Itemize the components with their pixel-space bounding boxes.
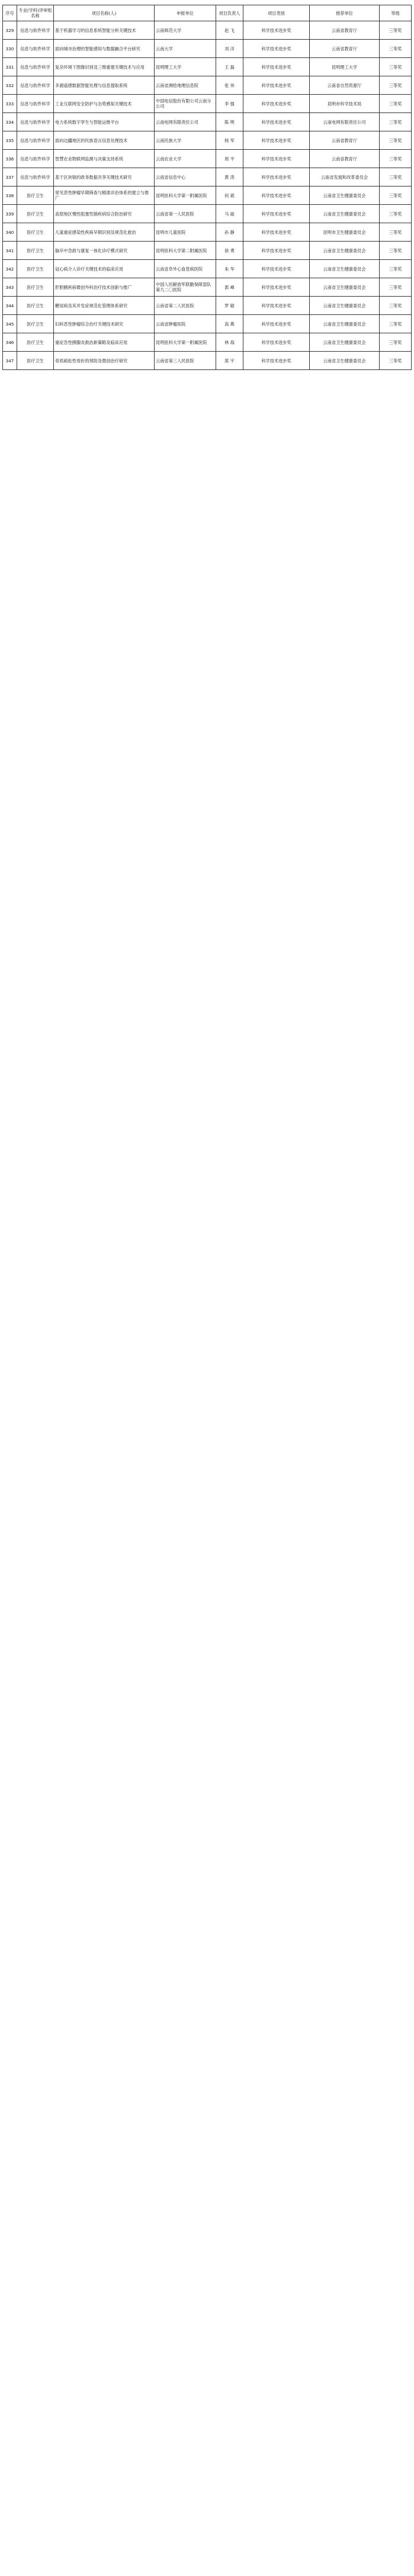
cell-project: 多源遥感数据智能处理与信息提取系统 <box>54 76 155 95</box>
cell-recommender: 云南省教育厅 <box>310 150 380 168</box>
table-row <box>3 333 412 352</box>
cell-recommender: 云南省卫生健康委员会 <box>310 297 380 315</box>
cell-no: 347 <box>3 352 17 370</box>
cell-discipline: 信息与软件科学 <box>17 113 54 131</box>
cell-leader: 郑 宇 <box>216 352 243 370</box>
cell-no: 339 <box>3 205 17 223</box>
cell-category: 科学技术进步奖 <box>243 297 310 315</box>
cell-leader: 王 磊 <box>216 58 243 76</box>
table-row <box>3 260 412 278</box>
cell-no: 335 <box>3 131 17 150</box>
cell-discipline: 信息与软件科学 <box>17 131 54 150</box>
cell-recommender: 云南省教育厅 <box>310 131 380 150</box>
cell-recommender: 云南省卫生健康委员会 <box>310 333 380 352</box>
cell-leader: 陈 明 <box>216 113 243 131</box>
cell-unit: 昆明市儿童医院 <box>155 223 216 242</box>
header-project: 项目名称(人) <box>54 5 155 21</box>
cell-discipline: 信息与软件科学 <box>17 21 54 40</box>
cell-grade: 三等奖 <box>380 21 412 40</box>
cell-leader: 刘 洋 <box>216 40 243 58</box>
cell-unit: 云南大学 <box>155 40 216 58</box>
cell-category: 科学技术进步奖 <box>243 260 310 278</box>
cell-leader: 孙 静 <box>216 223 243 242</box>
cell-no: 345 <box>3 315 17 333</box>
cell-grade: 三等奖 <box>380 297 412 315</box>
cell-project: 脑卒中急救与康复一体化诊疗模式研究 <box>54 242 155 260</box>
cell-recommender: 云南省卫生健康委员会 <box>310 242 380 260</box>
cell-unit: 昆明医科大学第一附属医院 <box>155 333 216 352</box>
award-table <box>2 5 412 370</box>
cell-project: 骨质疏松性骨折的预防及微创治疗研究 <box>54 352 155 370</box>
cell-grade: 三等奖 <box>380 205 412 223</box>
cell-discipline: 医疗卫生 <box>17 333 54 352</box>
cell-grade: 三等奖 <box>380 58 412 76</box>
cell-recommender: 云南省教育厅 <box>310 40 380 58</box>
cell-project: 基于机器学习的信息系统智能分析关键技术 <box>54 21 155 40</box>
table-row <box>3 315 412 333</box>
cell-project: 基于区块链的政务数据共享关键技术研究 <box>54 168 155 186</box>
cell-project: 重症急性胰腺炎救治新策略及临床应用 <box>54 333 155 352</box>
cell-category: 科学技术进步奖 <box>243 95 310 113</box>
cell-grade: 三等奖 <box>380 260 412 278</box>
table-row <box>3 168 412 186</box>
cell-category: 科学技术进步奖 <box>243 40 310 58</box>
cell-project: 肝胆胰疾病微创外科治疗技术创新与推广 <box>54 278 155 297</box>
cell-no: 331 <box>3 58 17 76</box>
cell-leader: 林 海 <box>216 333 243 352</box>
cell-grade: 三等奖 <box>380 40 412 58</box>
cell-recommender: 昆明理工大学 <box>310 58 380 76</box>
cell-no: 337 <box>3 168 17 186</box>
cell-no: 343 <box>3 278 17 297</box>
cell-no: 346 <box>3 333 17 352</box>
cell-grade: 三等奖 <box>380 186 412 205</box>
cell-discipline: 信息与软件科学 <box>17 40 54 58</box>
cell-category: 科学技术进步奖 <box>243 223 310 242</box>
cell-unit: 云南省第三人民医院 <box>155 352 216 370</box>
cell-project: 冠心病介入诊疗关键技术的临床应用 <box>54 260 155 278</box>
cell-project: 儿童重症感染性疾病早期识别及规范化救治 <box>54 223 155 242</box>
cell-project: 高原地区慢性阻塞性肺疾病综合防治研究 <box>54 205 155 223</box>
cell-no: 338 <box>3 186 17 205</box>
cell-category: 科学技术进步奖 <box>243 242 310 260</box>
cell-unit: 云南省第一人民医院 <box>155 205 216 223</box>
table-row <box>3 40 412 58</box>
cell-unit: 云南省第二人民医院 <box>155 297 216 315</box>
cell-no: 340 <box>3 223 17 242</box>
cell-discipline: 医疗卫生 <box>17 223 54 242</box>
cell-grade: 三等奖 <box>380 168 412 186</box>
cell-discipline: 医疗卫生 <box>17 278 54 297</box>
cell-unit: 云南电网有限责任公司 <box>155 113 216 131</box>
table-row <box>3 352 412 370</box>
cell-discipline: 医疗卫生 <box>17 315 54 333</box>
cell-no: 344 <box>3 297 17 315</box>
cell-category: 科学技术进步奖 <box>243 58 310 76</box>
cell-category: 科学技术进步奖 <box>243 76 310 95</box>
table-row <box>3 76 412 95</box>
cell-category: 科学技术进步奖 <box>243 113 310 131</box>
cell-discipline: 信息与软件科学 <box>17 95 54 113</box>
cell-leader: 杨 军 <box>216 131 243 150</box>
cell-recommender: 云南省发展和改革委员会 <box>310 168 380 186</box>
cell-leader: 马 丽 <box>216 205 243 223</box>
cell-unit: 昆明理工大学 <box>155 58 216 76</box>
cell-grade: 三等奖 <box>380 95 412 113</box>
cell-recommender: 昆明市科学技术局 <box>310 95 380 113</box>
cell-grade: 三等奖 <box>380 315 412 333</box>
cell-category: 科学技术进步奖 <box>243 333 310 352</box>
cell-discipline: 信息与软件科学 <box>17 150 54 168</box>
cell-unit: 云南省阜外心血管病医院 <box>155 260 216 278</box>
header-discipline: 专业(学科)评审组名称 <box>17 5 54 21</box>
cell-unit: 云南师范大学 <box>155 21 216 40</box>
cell-leader: 李 强 <box>216 95 243 113</box>
cell-no: 332 <box>3 76 17 95</box>
cell-unit: 昆明医科大学第一附属医院 <box>155 186 216 205</box>
cell-grade: 三等奖 <box>380 278 412 297</box>
cell-grade: 三等奖 <box>380 150 412 168</box>
cell-leader: 高 燕 <box>216 315 243 333</box>
cell-project: 面向城市治理的智能感知与数据融合平台研究 <box>54 40 155 58</box>
table-row <box>3 242 412 260</box>
cell-leader: 周 平 <box>216 150 243 168</box>
cell-recommender: 云南省卫生健康委员会 <box>310 186 380 205</box>
cell-recommender: 云南省卫生健康委员会 <box>310 205 380 223</box>
table-row <box>3 297 412 315</box>
cell-leader: 黄 涛 <box>216 168 243 186</box>
cell-project: 常见恶性肿瘤早期筛查与精准诊治体系的建立与推广 <box>54 186 155 205</box>
cell-leader: 朱 华 <box>216 260 243 278</box>
cell-grade: 三等奖 <box>380 223 412 242</box>
header-grade: 等级 <box>380 5 412 21</box>
cell-recommender: 云南省卫生健康委员会 <box>310 260 380 278</box>
header-unit: 申报单位 <box>155 5 216 21</box>
cell-category: 科学技术进步奖 <box>243 352 310 370</box>
cell-no: 336 <box>3 150 17 168</box>
cell-discipline: 信息与软件科学 <box>17 76 54 95</box>
header-category: 项目类别 <box>243 5 310 21</box>
table-row <box>3 113 412 131</box>
cell-recommender: 云南省教育厅 <box>310 21 380 40</box>
cell-recommender: 云南省卫生健康委员会 <box>310 352 380 370</box>
cell-leader: 张 伟 <box>216 76 243 95</box>
cell-recommender: 云南省卫生健康委员会 <box>310 315 380 333</box>
cell-leader: 罗 敏 <box>216 297 243 315</box>
cell-leader: 何 斌 <box>216 186 243 205</box>
header-no: 序号 <box>3 5 17 21</box>
cell-grade: 三等奖 <box>380 113 412 131</box>
cell-project: 电力系统数字孪生与智能运维平台 <box>54 113 155 131</box>
cell-category: 科学技术进步奖 <box>243 186 310 205</box>
cell-discipline: 医疗卫生 <box>17 242 54 260</box>
table-body <box>3 21 412 370</box>
cell-discipline: 医疗卫生 <box>17 186 54 205</box>
cell-no: 341 <box>3 242 17 260</box>
cell-recommender: 云南电网有限责任公司 <box>310 113 380 131</box>
cell-discipline: 医疗卫生 <box>17 205 54 223</box>
cell-category: 科学技术进步奖 <box>243 21 310 40</box>
cell-leader: 徐 勇 <box>216 242 243 260</box>
cell-grade: 三等奖 <box>380 131 412 150</box>
cell-no: 334 <box>3 113 17 131</box>
cell-no: 330 <box>3 40 17 58</box>
cell-discipline: 医疗卫生 <box>17 297 54 315</box>
table-row <box>3 205 412 223</box>
cell-category: 科学技术进步奖 <box>243 315 310 333</box>
table-row <box>3 278 412 297</box>
cell-grade: 三等奖 <box>380 352 412 370</box>
table-row <box>3 131 412 150</box>
cell-grade: 三等奖 <box>380 242 412 260</box>
cell-project: 妇科恶性肿瘤综合治疗关键技术研究 <box>54 315 155 333</box>
cell-unit: 云南民族大学 <box>155 131 216 150</box>
table-row <box>3 186 412 205</box>
cell-project: 智慧农业物联网监测与决策支持系统 <box>54 150 155 168</box>
cell-no: 329 <box>3 21 17 40</box>
cell-project: 工业互联网安全防护与态势感知关键技术 <box>54 95 155 113</box>
cell-no: 342 <box>3 260 17 278</box>
cell-category: 科学技术进步奖 <box>243 205 310 223</box>
table-row <box>3 150 412 168</box>
header-leader: 项目负责人 <box>216 5 243 21</box>
cell-leader: 赵 飞 <box>216 21 243 40</box>
cell-recommender: 云南省自然资源厅 <box>310 76 380 95</box>
cell-leader: 郭 峰 <box>216 278 243 297</box>
cell-unit: 云南省信息中心 <box>155 168 216 186</box>
cell-category: 科学技术进步奖 <box>243 150 310 168</box>
table-row <box>3 58 412 76</box>
cell-discipline: 医疗卫生 <box>17 260 54 278</box>
cell-grade: 三等奖 <box>380 333 412 352</box>
cell-grade: 三等奖 <box>380 76 412 95</box>
cell-category: 科学技术进步奖 <box>243 168 310 186</box>
cell-unit: 昆明医科大学第二附属医院 <box>155 242 216 260</box>
cell-recommender: 昆明市卫生健康委员会 <box>310 223 380 242</box>
cell-discipline: 医疗卫生 <box>17 352 54 370</box>
page <box>0 0 414 375</box>
cell-unit: 云南省测绘地理信息院 <box>155 76 216 95</box>
cell-project: 复杂环境下图像识别及三维重建关键技术与应用 <box>54 58 155 76</box>
cell-unit: 云南农业大学 <box>155 150 216 168</box>
table-header-row <box>3 5 412 21</box>
cell-project: 糖尿病及其并发症规范化管理体系研究 <box>54 297 155 315</box>
header-recommender: 推荐单位 <box>310 5 380 21</box>
table-row <box>3 95 412 113</box>
cell-unit: 云南省肿瘤医院 <box>155 315 216 333</box>
cell-project: 面向边疆地区的民族语言信息处理技术 <box>54 131 155 150</box>
table-row <box>3 223 412 242</box>
cell-discipline: 信息与软件科学 <box>17 58 54 76</box>
cell-unit: 中国电信股份有限公司云南分公司 <box>155 95 216 113</box>
cell-category: 科学技术进步奖 <box>243 278 310 297</box>
table-row <box>3 21 412 40</box>
cell-recommender: 云南省卫生健康委员会 <box>310 278 380 297</box>
cell-no: 333 <box>3 95 17 113</box>
cell-discipline: 信息与软件科学 <box>17 168 54 186</box>
cell-category: 科学技术进步奖 <box>243 131 310 150</box>
cell-unit: 中国人民解放军联勤保障部队第九二〇医院 <box>155 278 216 297</box>
